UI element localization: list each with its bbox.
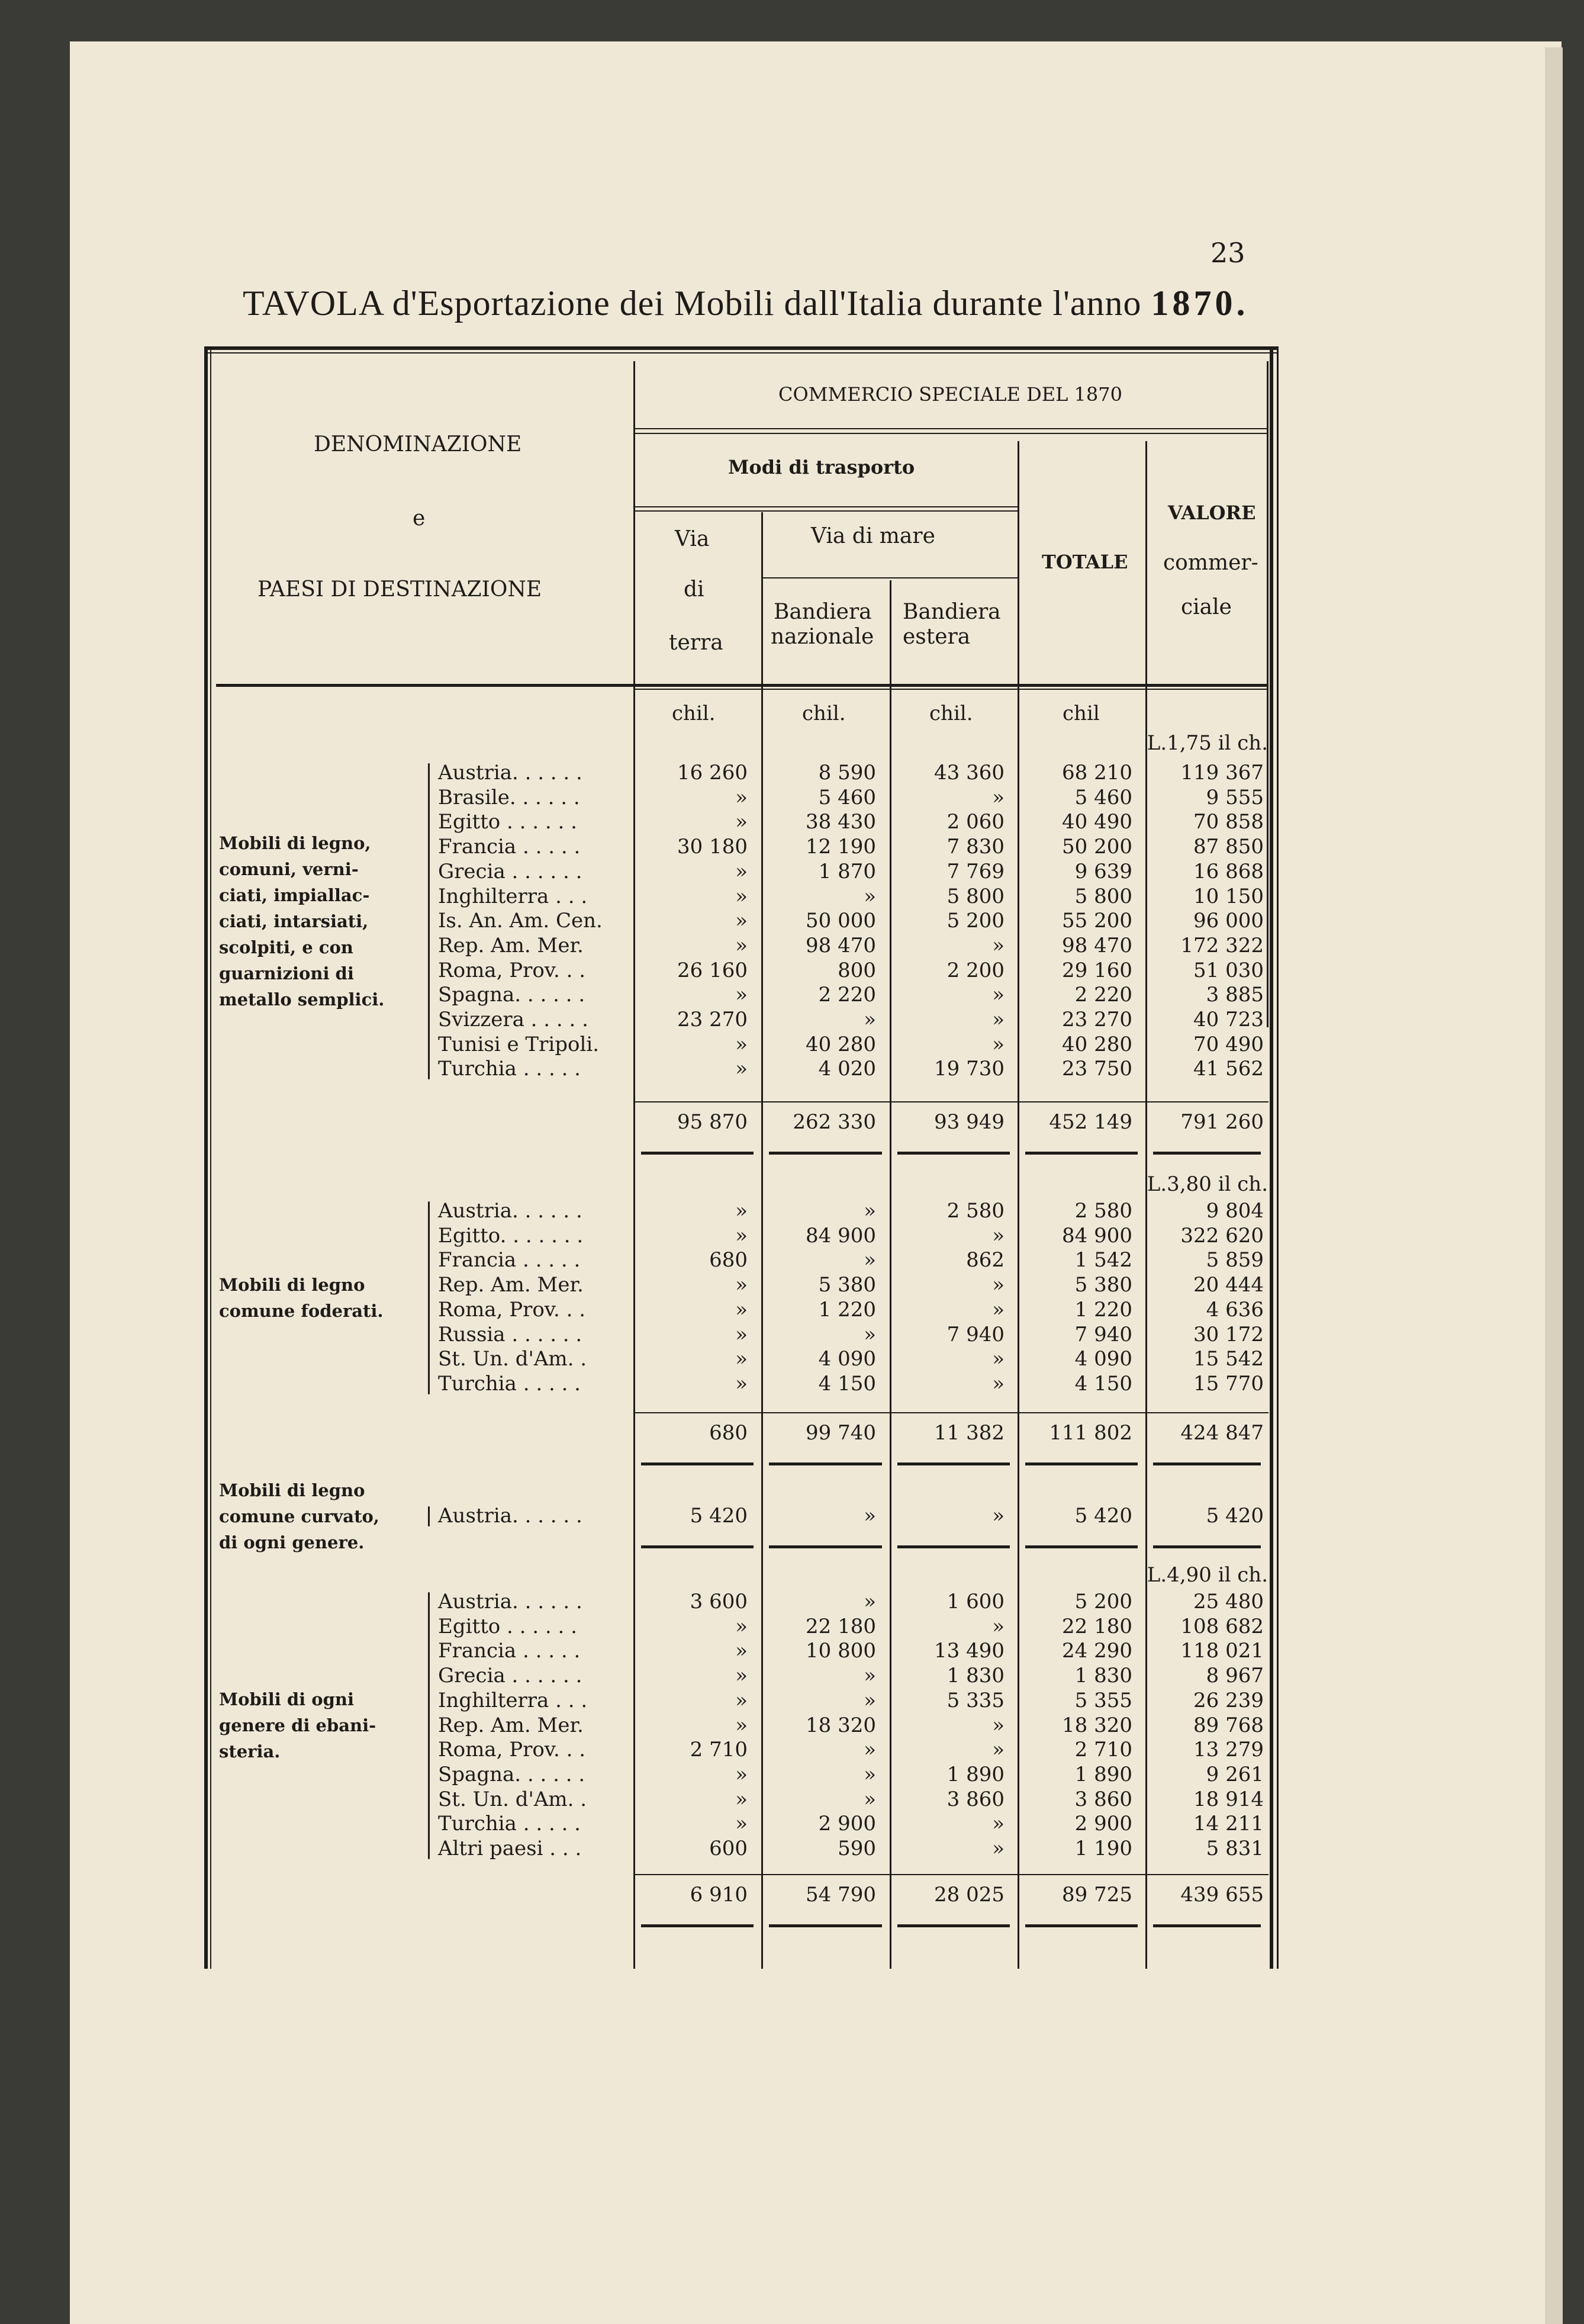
row-value: 13 490 [934,1639,1005,1663]
row-value: 119 367 [1180,761,1264,785]
row-value: » [735,1688,748,1712]
group-total: 111 802 [1049,1421,1132,1445]
row-value: 9 261 [1206,1762,1264,1786]
row-country: Austria. . . . . . [438,1504,582,1528]
row-value: 5 200 [946,909,1005,933]
group-total: 439 655 [1180,1883,1264,1907]
row-value: » [735,1032,748,1056]
row-country: Altri paesi . . . [438,1837,582,1860]
header-denominazione: DENOMINAZIONE [314,432,522,457]
row-value: 22 180 [1062,1614,1132,1638]
row-value: 26 239 [1193,1688,1264,1712]
unit-est: chil. [929,702,973,725]
row-value: 14 211 [1193,1812,1264,1836]
row-value: » [864,1322,876,1346]
row-value: » [735,1273,748,1297]
group-separator [769,1462,882,1465]
group-brace [428,1506,430,1526]
row-value: » [992,1713,1005,1737]
row-value: » [735,1223,748,1248]
page-number: 23 [1210,237,1245,269]
row-country: Roma, Prov. . . [438,1297,586,1322]
row-value: 590 [838,1837,876,1860]
group-label-line: Mobili di legno, [219,833,371,854]
title-text: TAVOLA d'Esportazione dei Mobili dall'Italia durante l'anno [243,284,1142,323]
row-country: Austria. . . . . . [438,761,582,785]
row-value: » [992,1812,1005,1836]
row-value: 3 885 [1206,983,1264,1007]
row-value: 20 444 [1193,1273,1264,1297]
header-terra: terra [669,631,723,655]
row-value: 15 542 [1193,1347,1264,1371]
row-value: » [992,1504,1005,1528]
group-total: 93 949 [934,1110,1005,1134]
row-country: Rep. Am. Mer. [438,933,584,957]
row-value: » [864,1688,876,1712]
total-line [633,1874,1269,1875]
header-bandiera-naz-2: nazionale [771,625,874,649]
header-valore-2: commer- [1163,551,1258,575]
row-value: » [864,1199,876,1223]
unit-naz: chil. [802,702,846,725]
group-separator [769,1545,882,1548]
row-value: 51 030 [1193,958,1264,982]
row-value: 9 804 [1206,1199,1264,1223]
group-label-line: scolpiti, e con [219,937,353,958]
row-value: 84 900 [806,1223,876,1248]
header-via: Via [675,527,710,551]
row-value: 89 768 [1193,1713,1264,1737]
group-label-line: Mobili di legno [219,1274,365,1295]
row-value: 98 470 [806,933,876,957]
row-value: 10 800 [806,1639,876,1663]
group-separator [1153,1462,1261,1465]
row-value: 7 769 [946,859,1005,883]
row-value: 5 800 [1074,884,1132,908]
group-total: 262 330 [793,1110,876,1134]
row-value: 2 580 [1074,1199,1132,1223]
row-value: 5 420 [690,1504,748,1528]
row-value: 4 020 [818,1057,876,1081]
row-value: 1 890 [946,1762,1005,1786]
row-country: Spagna. . . . . . [438,1762,585,1786]
group-separator [897,1462,1010,1465]
group-separator [897,1545,1010,1548]
title-year: 1870. [1151,284,1249,323]
row-value: 30 180 [677,835,748,859]
row-value: » [735,1713,748,1737]
row-value: 2 710 [690,1738,748,1762]
row-value: 87 850 [1193,835,1264,859]
row-value: » [735,1812,748,1836]
group-separator [1025,1462,1138,1465]
row-value: 4 150 [1074,1371,1132,1396]
row-country: Is. An. Am. Cen. [438,909,603,933]
row-value: » [992,983,1005,1007]
row-value: » [735,983,748,1007]
row-value: » [735,1614,748,1638]
row-value: » [735,1057,748,1081]
unit-totale: chil [1063,702,1100,725]
row-value: 5 460 [818,785,876,809]
row-country: Turchia . . . . . [438,1371,581,1396]
row-value: » [735,859,748,883]
group-total: 89 725 [1062,1883,1132,1907]
group-separator [769,1152,882,1155]
row-value: 3 860 [946,1787,1005,1811]
row-value: 38 430 [806,810,876,834]
row-value: 15 770 [1193,1371,1264,1396]
row-value: » [735,909,748,933]
group-label [219,830,423,1012]
group-total: 6 910 [690,1883,748,1907]
row-value: » [992,1738,1005,1762]
row-value: 2 220 [818,983,876,1007]
row-value: » [992,1223,1005,1248]
row-value: 1 890 [1074,1762,1132,1786]
row-value: » [864,1008,876,1031]
row-value: 680 [709,1248,748,1272]
row-value: » [992,1347,1005,1371]
group-separator [897,1152,1010,1155]
header-di: di [684,577,704,602]
row-value: 118 021 [1180,1639,1264,1663]
row-country: Grecia . . . . . . [438,859,582,883]
row-value: » [735,785,748,809]
row-value: 24 290 [1062,1639,1132,1663]
row-value: » [735,933,748,957]
row-value: » [735,1787,748,1811]
row-value: 5 460 [1074,785,1132,809]
row-country: Austria. . . . . . [438,1590,582,1613]
group-separator [1025,1924,1138,1927]
group-total: 791 260 [1180,1110,1264,1134]
row-value: 5 420 [1074,1504,1132,1528]
row-value: 41 562 [1193,1057,1264,1081]
row-value: » [864,1762,876,1786]
row-value: 2 900 [1074,1812,1132,1836]
group-total: 452 149 [1049,1110,1132,1134]
row-value: » [864,884,876,908]
row-value: » [735,1199,748,1223]
row-value: 1 600 [946,1590,1005,1613]
row-country: St. Un. d'Am. . [438,1787,587,1811]
header-bandiera-est-1: Bandiera [903,600,1001,624]
group-label-line: ciati, impiallac- [219,885,370,906]
group-total: 99 740 [806,1421,876,1445]
row-value: 8 967 [1206,1664,1264,1688]
row-value: 5 380 [1074,1273,1132,1297]
row-value: » [864,1738,876,1762]
row-value: » [735,1639,748,1663]
group-separator [641,1924,754,1927]
row-value: 2 220 [1074,983,1132,1007]
row-value: 4 090 [818,1347,876,1371]
row-value: 7 940 [946,1322,1005,1346]
header-totale: TOTALE [1042,551,1128,573]
row-value: 108 682 [1180,1614,1264,1638]
group-total: 11 382 [934,1421,1005,1445]
row-value: » [992,933,1005,957]
group-separator [641,1152,754,1155]
page-title [243,283,1249,324]
row-value: » [992,1297,1005,1322]
row-value: 19 730 [934,1057,1005,1081]
row-value: 23 270 [1062,1008,1132,1031]
row-value: 4 636 [1206,1297,1264,1322]
row-value: 2 900 [818,1812,876,1836]
row-value: 2 580 [946,1199,1005,1223]
row-value: 16 868 [1193,859,1264,883]
row-value: 23 750 [1062,1057,1132,1081]
row-value: » [992,1837,1005,1860]
row-value: 16 260 [677,761,748,785]
row-value: 5 335 [946,1688,1005,1712]
header-bandiera-naz-1: Bandiera [774,600,872,624]
row-value: 7 830 [946,835,1005,859]
group-label-line: metallo semplici. [219,989,385,1010]
row-country: Tunisi e Tripoli. [438,1032,599,1056]
group-label-line: steria. [219,1741,281,1762]
row-value: 3 860 [1074,1787,1132,1811]
row-country: Roma, Prov. . . [438,958,586,982]
row-country: Austria. . . . . . [438,1199,582,1223]
header-bandiera-est-2: estera [903,625,971,649]
row-value: 68 210 [1062,761,1132,785]
row-value: 40 723 [1193,1008,1264,1031]
row-value: 5 420 [1206,1504,1264,1528]
row-value: » [735,1762,748,1786]
price-per-kg: L.4,90 il ch. [1147,1563,1268,1587]
group-label [219,1477,423,1555]
row-value: 13 279 [1193,1738,1264,1762]
row-country: Spagna. . . . . . [438,983,585,1007]
group-label-line: Mobili di legno [219,1480,365,1500]
header-modi: Modi di trasporto [728,456,915,478]
row-value: 40 490 [1062,810,1132,834]
row-value: » [992,1032,1005,1056]
row-value: 800 [838,958,876,982]
row-value: 29 160 [1062,958,1132,982]
row-country: Brasile. . . . . . [438,785,580,809]
row-value: 7 940 [1074,1322,1132,1346]
row-value: » [864,1504,876,1528]
row-value: 862 [966,1248,1005,1272]
row-value: » [992,1273,1005,1297]
row-value: 2 200 [946,958,1005,982]
group-total: 680 [709,1421,748,1445]
row-value: 1 220 [818,1297,876,1322]
row-country: Egitto . . . . . . [438,810,577,834]
row-value: 5 800 [946,884,1005,908]
group-total: 95 870 [677,1110,748,1134]
row-value: » [992,1008,1005,1031]
row-value: 1 830 [946,1664,1005,1688]
row-value: » [735,884,748,908]
row-value: 5 200 [1074,1590,1132,1613]
row-value: » [864,1590,876,1613]
row-country: Inghilterra . . . [438,1688,588,1712]
row-value: 22 180 [806,1614,876,1638]
row-value: » [864,1664,876,1688]
row-value: » [735,810,748,834]
row-value: 55 200 [1062,909,1132,933]
group-separator [1153,1152,1261,1155]
group-label-line: di ogni genere. [219,1532,365,1552]
row-value: 322 620 [1180,1223,1264,1248]
group-label-line: ciati, intarsiati, [219,911,369,932]
row-country: Turchia . . . . . [438,1057,581,1081]
group-total: 28 025 [934,1883,1005,1907]
group-separator [897,1924,1010,1927]
group-label [219,1686,423,1764]
row-value: » [864,1248,876,1272]
total-line [633,1412,1269,1413]
row-country: Francia . . . . . [438,1248,581,1272]
row-value: 18 914 [1193,1787,1264,1811]
row-country: Grecia . . . . . . [438,1664,582,1688]
row-value: 25 480 [1193,1590,1264,1613]
header-valore-1: VALORE [1168,502,1256,524]
group-label-line: Mobili di ogni [219,1689,354,1710]
row-country: Inghilterra . . . [438,884,588,908]
row-value: » [735,1347,748,1371]
price-per-kg: L.3,80 il ch. [1147,1172,1268,1196]
group-brace [428,1592,430,1859]
row-value: 1 870 [818,859,876,883]
row-value: 5 859 [1206,1248,1264,1272]
row-value: 172 322 [1180,933,1264,957]
group-separator [1153,1545,1261,1548]
row-value: 5 831 [1206,1837,1264,1860]
header-commercio: COMMERCIO SPECIALE DEL 1870 [778,383,1122,406]
row-value: » [992,785,1005,809]
row-value: » [992,1371,1005,1396]
group-brace [428,1201,430,1394]
row-value: 4 150 [818,1371,876,1396]
row-country: Roma, Prov. . . [438,1738,586,1762]
row-value: 8 590 [818,761,876,785]
unit-terra: chil. [672,702,716,725]
row-value: 10 150 [1193,884,1264,908]
row-value: » [992,1614,1005,1638]
row-value: 84 900 [1062,1223,1132,1248]
group-label-line: genere di ebani- [219,1715,376,1736]
row-value: 40 280 [806,1032,876,1056]
row-value: 43 360 [934,761,1005,785]
export-table [204,346,1279,1969]
header-e: e [413,506,426,531]
group-separator [769,1924,882,1927]
row-value: 1 190 [1074,1837,1132,1860]
row-value: 26 160 [677,958,748,982]
header-valore-3: ciale [1181,595,1232,619]
row-country: Svizzera . . . . . [438,1008,588,1031]
total-line [633,1101,1269,1102]
price-per-kg: L.1,75 il ch. [1147,731,1268,755]
group-label-line: comuni, verni- [219,859,359,880]
row-value: 50 200 [1062,835,1132,859]
row-value: » [735,1664,748,1688]
row-value: 2 710 [1074,1738,1132,1762]
group-label-line: comune foderati. [219,1300,384,1321]
group-separator [1025,1152,1138,1155]
group-total: 424 847 [1180,1421,1264,1445]
group-separator [1153,1924,1261,1927]
row-country: Rep. Am. Mer. [438,1273,584,1297]
row-country: Russia . . . . . . [438,1322,582,1346]
row-value: 70 858 [1193,810,1264,834]
row-country: Francia . . . . . [438,835,581,859]
row-value: 70 490 [1193,1032,1264,1056]
row-country: Francia . . . . . [438,1639,581,1663]
group-separator [1025,1545,1138,1548]
row-value: 1 542 [1074,1248,1132,1272]
row-value: 9 555 [1206,785,1264,809]
row-country: Egitto . . . . . . [438,1614,577,1638]
row-value: 5 380 [818,1273,876,1297]
group-total: 54 790 [806,1883,876,1907]
row-value: 1 220 [1074,1297,1132,1322]
row-country: Turchia . . . . . [438,1812,581,1836]
group-label-line: comune curvato, [219,1506,379,1526]
row-value: 18 320 [1062,1713,1132,1737]
row-value: 12 190 [806,835,876,859]
row-value: » [864,1787,876,1811]
header-paesi: PAESI DI DESTINAZIONE [257,577,542,602]
row-country: St. Un. d'Am. . [438,1347,587,1371]
row-value: 3 600 [690,1590,748,1613]
row-value: » [735,1322,748,1346]
row-value: 1 830 [1074,1664,1132,1688]
row-value: » [735,1297,748,1322]
header-via-mare: Via di mare [811,524,935,548]
row-value: 40 280 [1062,1032,1132,1056]
row-value: 4 090 [1074,1347,1132,1371]
group-separator [641,1545,754,1548]
row-value: 2 060 [946,810,1005,834]
row-value: 50 000 [806,909,876,933]
row-value: 98 470 [1062,933,1132,957]
group-brace [428,763,430,1079]
page-edge [1545,47,1563,2324]
group-label [219,1272,423,1324]
group-separator [641,1462,754,1465]
row-country: Rep. Am. Mer. [438,1713,584,1737]
row-value: 600 [709,1837,748,1860]
row-value: 23 270 [677,1008,748,1031]
row-value: 9 639 [1074,859,1132,883]
row-value: 5 355 [1074,1688,1132,1712]
row-value: 30 172 [1193,1322,1264,1346]
group-label-line: guarnizioni di [219,963,354,984]
row-country: Egitto. . . . . . . [438,1223,584,1248]
row-value: 18 320 [806,1713,876,1737]
row-value: » [735,1371,748,1396]
row-value: 96 000 [1193,909,1264,933]
